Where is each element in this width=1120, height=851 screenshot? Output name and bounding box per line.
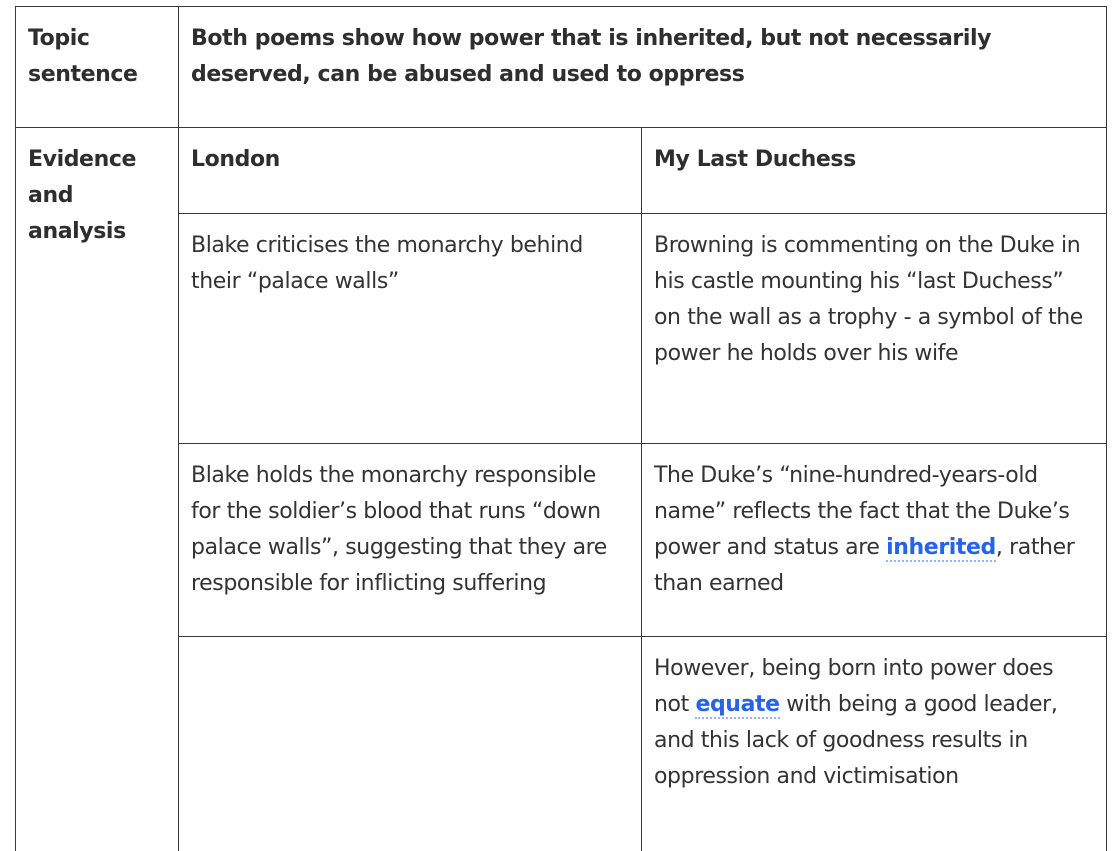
duchess-cell: [642, 444, 1107, 637]
london-cell-empty: [179, 637, 642, 851]
london-point: Blake criticises the monarchy behind their “palace walls”: [191, 233, 583, 294]
london-header-cell: [179, 128, 642, 214]
duchess-point-end: with being a good leader, and this lack of goodness results in oppression and victimisation: [654, 692, 1057, 789]
column-header-row: [16, 128, 1107, 214]
duchess-cell: [642, 214, 1107, 444]
evidence-label-cell: [16, 128, 179, 851]
evidence-label: Evidence and analysis: [28, 147, 136, 244]
duchess-point-end: , rather than earned: [654, 535, 1074, 596]
duchess-point: Browning is commenting on the Duke in his castle mounting his “last Duchess” on the wall as a trophy - a symbol of the power he holds over his wife: [654, 233, 1083, 366]
glossary-link-equate[interactable]: equate: [695, 692, 779, 719]
london-header: London: [191, 147, 280, 172]
table-row: [16, 214, 1107, 444]
duchess-point-start: However, being born into power does not: [654, 656, 1053, 717]
essay-plan-table: [15, 6, 1107, 851]
duchess-header: My Last Duchess: [654, 147, 856, 172]
topic-row: [16, 7, 1107, 128]
topic-sentence: Both poems show how power that is inherited, but not necessarily deserved, can be abused and used to oppress: [191, 26, 991, 87]
london-cell: [179, 214, 642, 444]
table-row: [16, 637, 1107, 851]
topic-label: Topic sentence: [28, 26, 138, 87]
table-row: [16, 444, 1107, 637]
topic-text-cell: [179, 7, 1107, 128]
topic-label-cell: [16, 7, 179, 128]
glossary-link-inherited[interactable]: inherited: [886, 535, 996, 562]
duchess-cell: [642, 637, 1107, 851]
duchess-header-cell: [642, 128, 1107, 214]
duchess-point-start: The Duke’s “nine-hundred-years-old name” reflects the fact that the Duke’s power and status are: [654, 463, 1069, 560]
london-point: Blake holds the monarchy responsible for the soldier’s blood that runs “down palace walls”, suggesting that they are responsible for inflicting suffering: [191, 463, 607, 596]
london-cell: [179, 444, 642, 637]
